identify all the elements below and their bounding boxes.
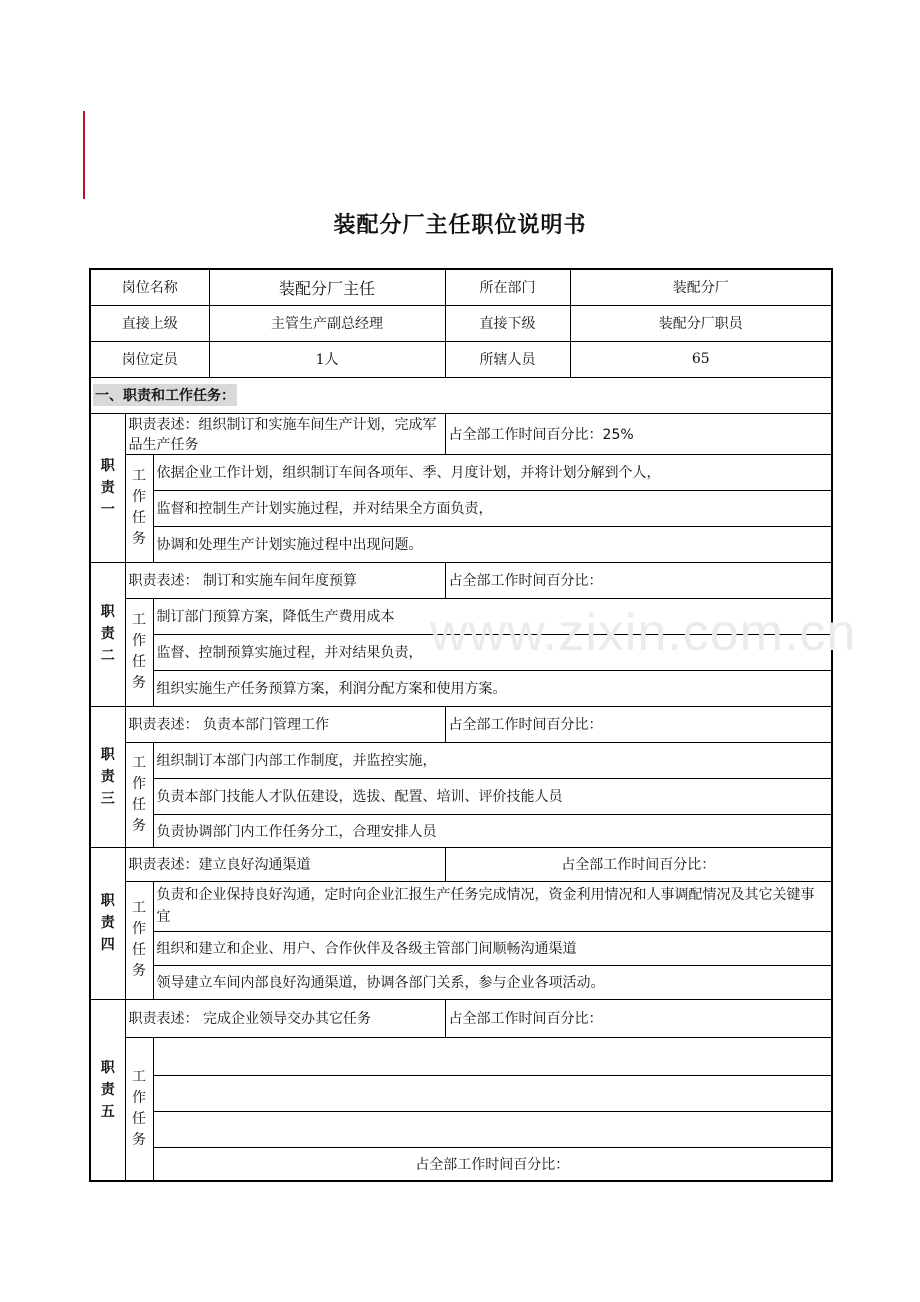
duty-4-task-row [90,931,832,965]
header-row-1 [90,269,832,305]
duty-1-task-row [90,454,832,490]
duty-1-statement: 职责表述：组织制订和实施车间生产计划，完成军品生产任务 [125,413,445,454]
department-label: 所在部门 [445,269,570,305]
duty-3-task-row [90,778,832,814]
duty-5-task-row [90,1037,832,1075]
duty-3-statement: 职责表述： 负责本部门管理工作 [125,706,445,742]
duty-2-task-label: 工 作 任 务 [125,598,153,706]
duty-5-task-1 [153,1037,832,1075]
duty-3-pct: 占全部工作时间百分比： [445,706,832,742]
position-name-value: 装配分厂主任 [209,269,445,305]
duty-4-task-2: 组织和建立和企业、用户、合作伙伴及各级主管部门间顺畅沟通渠道 [153,931,832,965]
duty-4-task-label: 工 作 任 务 [125,881,153,999]
duty-4-task-3: 领导建立车间内部良好沟通渠道，协调各部门关系，参与企业各项活动。 [153,965,832,999]
duty-2-task-row [90,598,832,634]
duty-2-pct: 占全部工作时间百分比： [445,562,832,598]
duty-3-task-1: 组织制订本部门内部工作制度，并监控实施， [153,742,832,778]
duty-1-label: 职 责 一 [90,413,125,562]
section-row [90,377,832,413]
position-name-label: 岗位名称 [90,269,209,305]
staff-label: 所辖人员 [445,341,570,377]
section-title: 一、职责和工作任务： [93,384,237,406]
duty-4-task-1: 负责和企业保持良好沟通，定时向企业汇报生产任务完成情况，资金利用情况和人事调配情况及其它关键事宜 [153,881,832,931]
duty-5-task-label: 工 作 任 务 [125,1037,153,1181]
duty-5-statement-row [90,999,832,1037]
duty-2-task-row [90,670,832,706]
duty-5-pct: 占全部工作时间百分比： [445,999,832,1037]
duty-5-task-row [90,1111,832,1147]
duty-3-task-row [90,814,832,847]
duty-2-task-2: 监督、控制预算实施过程，并对结果负责， [153,634,832,670]
duty-3-label: 职 责 三 [90,706,125,847]
duty-1-task-label: 工 作 任 务 [125,454,153,562]
headcount-value: 1人 [209,341,445,377]
duty-5-label: 职 责 五 [90,999,125,1181]
duty-5-task-row [90,1075,832,1111]
duty-4-label: 职 责 四 [90,847,125,999]
duty-2-statement: 职责表述： 制订和实施车间年度预算 [125,562,445,598]
duty-1-pct: 占全部工作时间百分比：25% [445,413,832,454]
duty-5-task-2 [153,1075,832,1111]
duty-5-footer-row [90,1147,832,1181]
header-row-2 [90,305,832,341]
duty-1-task-row [90,490,832,526]
duty-1-task-row [90,526,832,562]
staff-value: 65 [570,341,832,377]
superior-value: 主管生产副总经理 [209,305,445,341]
duty-2-task-1: 制订部门预算方案，降低生产费用成本 [153,598,832,634]
headcount-label: 岗位定员 [90,341,209,377]
duty-1-statement-row [90,413,832,454]
duty-5-task-3 [153,1111,832,1147]
subordinate-value: 装配分厂职员 [570,305,832,341]
duty-2-label: 职 责 二 [90,562,125,706]
duty-2-task-3: 组织实施生产任务预算方案，利润分配方案和使用方案。 [153,670,832,706]
subordinate-label: 直接下级 [445,305,570,341]
duty-2-task-row [90,634,832,670]
duty-1-task-3: 协调和处理生产计划实施过程中出现问题。 [153,526,832,562]
duty-3-statement-row [90,706,832,742]
duty-1-task-1: 依据企业工作计划，组织制订车间各项年、季、月度计划，并将计划分解到个人， [153,454,832,490]
superior-label: 直接上级 [90,305,209,341]
page-title: 装配分厂主任职位说明书 [333,213,587,238]
duty-5-statement: 职责表述： 完成企业领导交办其它任务 [125,999,445,1037]
duty-4-task-row [90,881,832,931]
duty-4-statement: 职责表述：建立良好沟通渠道 [125,847,445,881]
duty-3-task-row [90,742,832,778]
duty-3-task-3: 负责协调部门内工作任务分工，合理安排人员 [153,814,832,847]
duty-2-statement-row [90,562,832,598]
job-description-table [89,268,833,1182]
duty-4-statement-row [90,847,832,881]
duty-3-task-2: 负责本部门技能人才队伍建设，选拔、配置、培训、评价技能人员 [153,778,832,814]
duty-4-pct: 占全部工作时间百分比： [445,847,832,881]
watermark: www.zixin.com.cn [430,604,857,662]
department-value: 装配分厂 [570,269,832,305]
header-row-3 [90,341,832,377]
duty-5-footer-pct: 占全部工作时间百分比： [153,1147,832,1181]
red-margin-marker [83,111,85,199]
duty-4-task-row [90,965,832,999]
duty-3-task-label: 工 作 任 务 [125,742,153,847]
duty-1-task-2: 监督和控制生产计划实施过程，并对结果全方面负责， [153,490,832,526]
